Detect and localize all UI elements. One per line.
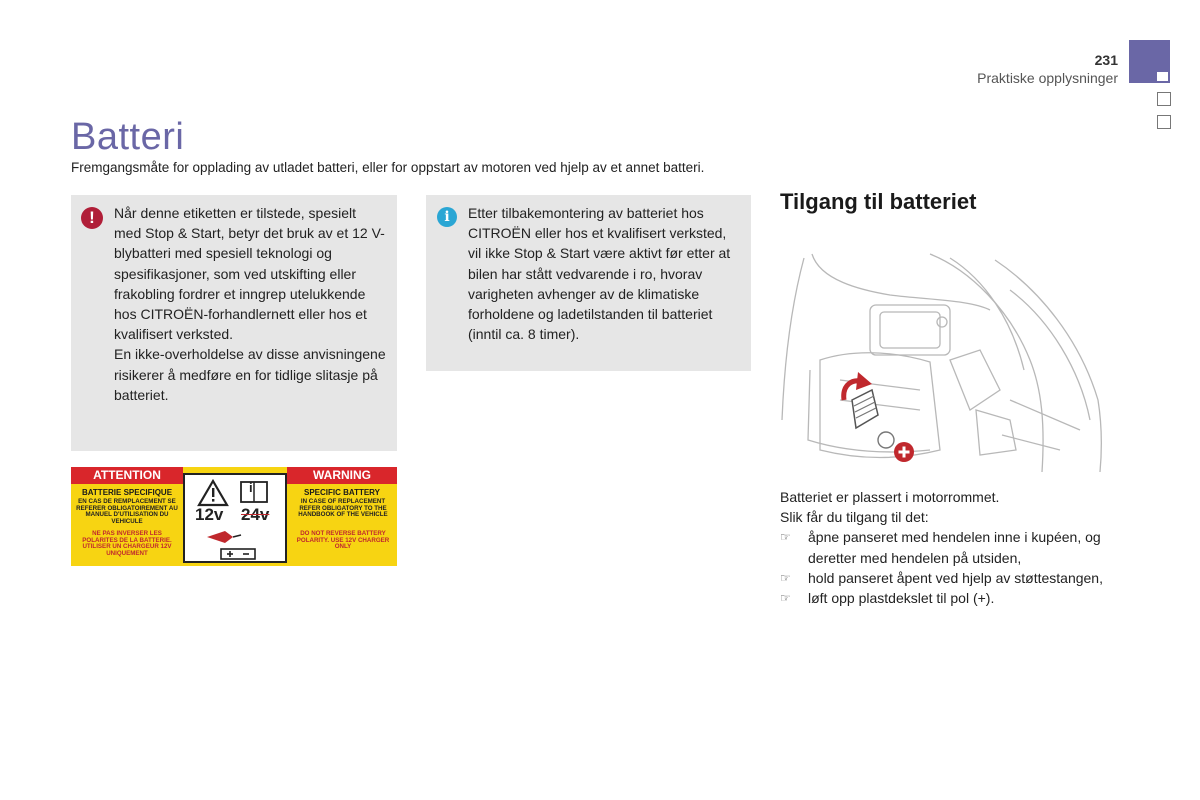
info-text: [468, 203, 740, 344]
label-right-title: SPECIFIC BATTERY: [303, 488, 380, 497]
instruction-bullet: [780, 588, 1110, 608]
label-left-text: NE PAS INVERSER LES POLARITES DE LA BATTERIE. UTILISER UN CHARGEUR 12V UNIQUEMENT: [82, 530, 172, 557]
info-icon: i: [437, 207, 457, 227]
label-right-text: IN CASE OF REPLACEMENT REFER OBLIGATORY TO THE HANDBOOK OF THE VEHICLE: [298, 498, 388, 519]
section-name: Praktiske opplysninger: [977, 70, 1118, 86]
curved-arrow-head-icon: [856, 372, 872, 390]
info-box: [426, 195, 751, 371]
label-right-header: WARNING: [287, 467, 397, 484]
plus-terminal-icon: [894, 442, 914, 462]
pointing-hand-icon: ☞: [780, 530, 791, 545]
intro-text: Fremgangsmåte for opplading av utladet batteri, eller for oppstart av motoren ved hjelp av et annet batteri.: [71, 160, 705, 175]
chapter-tab-marker: [1157, 72, 1168, 81]
exclamation-icon: !: [81, 207, 103, 229]
label-left-title: BATTERIE SPECIFIQUE: [81, 488, 173, 497]
battery-warning-label: [71, 467, 397, 566]
warning-box: [71, 195, 397, 451]
engine-compartment-illustration: [780, 250, 1106, 475]
warning-paragraph: En ikke-overholdelse av disse anvisningene risikerer å medføre en for tidlige slitasje på batteriet.: [114, 346, 386, 403]
battery-cover-icon: [852, 390, 878, 428]
bullet-text: åpne panseret med hendelen inne i kupéen, og deretter med hendelen på utsiden,: [808, 529, 1101, 566]
label-volt-ok: 12v: [195, 505, 224, 524]
page-number: 231: [1094, 52, 1118, 68]
page-title: Batteri: [71, 116, 185, 158]
label-left-header: ATTENTION: [71, 467, 183, 484]
instruction-bullet: [780, 527, 1110, 567]
book-info-icon: i: [249, 480, 253, 495]
chapter-tab-square: [1157, 92, 1171, 106]
label-right-text: DO NOT REVERSE BATTERY POLARITY. USE 12V CHARGER ONLY: [296, 530, 390, 551]
label-volt-crossed: 24v: [241, 505, 270, 524]
chapter-tab-square: [1157, 115, 1171, 129]
access-instructions: [780, 487, 1110, 608]
warning-paragraph: Når denne etiketten er tilstede, spesielt med Stop & Start, betyr det bruk av et 12 V-blybatteri med spesiell teknologi og spesifikasjoner, som ved utskifting eller frakobling fordrer et inngrep utelukkende hos CITROËN-forhandlernett eller hos et kvalifisert verksted.: [114, 205, 385, 343]
pointing-hand-icon: ☞: [780, 570, 791, 585]
section-heading: Tilgang til batteriet: [780, 189, 977, 214]
info-paragraph: Etter tilbakemontering av batteriet hos CITROËN eller hos et kvalifisert verksted, vil ikke Stop & Start være aktivt før etter at bilen har stått vedvarende i ro, hvorav varigheten avhenger av de klimatiske forholdene og ladetilstanden til batteriet (inntil ca. 8 timer).: [468, 205, 731, 343]
bullet-text: løft opp plastdekslet til pol (+).: [808, 590, 995, 607]
instruction-bullet: [780, 568, 1110, 588]
instruction-line: Batteriet er plassert i motorrommet.: [780, 489, 1000, 505]
warning-text: [114, 203, 386, 405]
label-pictogram: [183, 473, 287, 563]
pointing-hand-icon: ☞: [780, 591, 791, 606]
bullet-text: hold panseret åpent ved hjelp av støttestangen,: [808, 569, 1103, 586]
label-left-text: EN CAS DE REMPLACEMENT SE REFERER OBLIGATOIREMENT AU MANUEL D'UTILISATION DU VEHICULE: [76, 498, 178, 525]
instruction-line: Slik får du tilgang til det:: [780, 509, 929, 526]
